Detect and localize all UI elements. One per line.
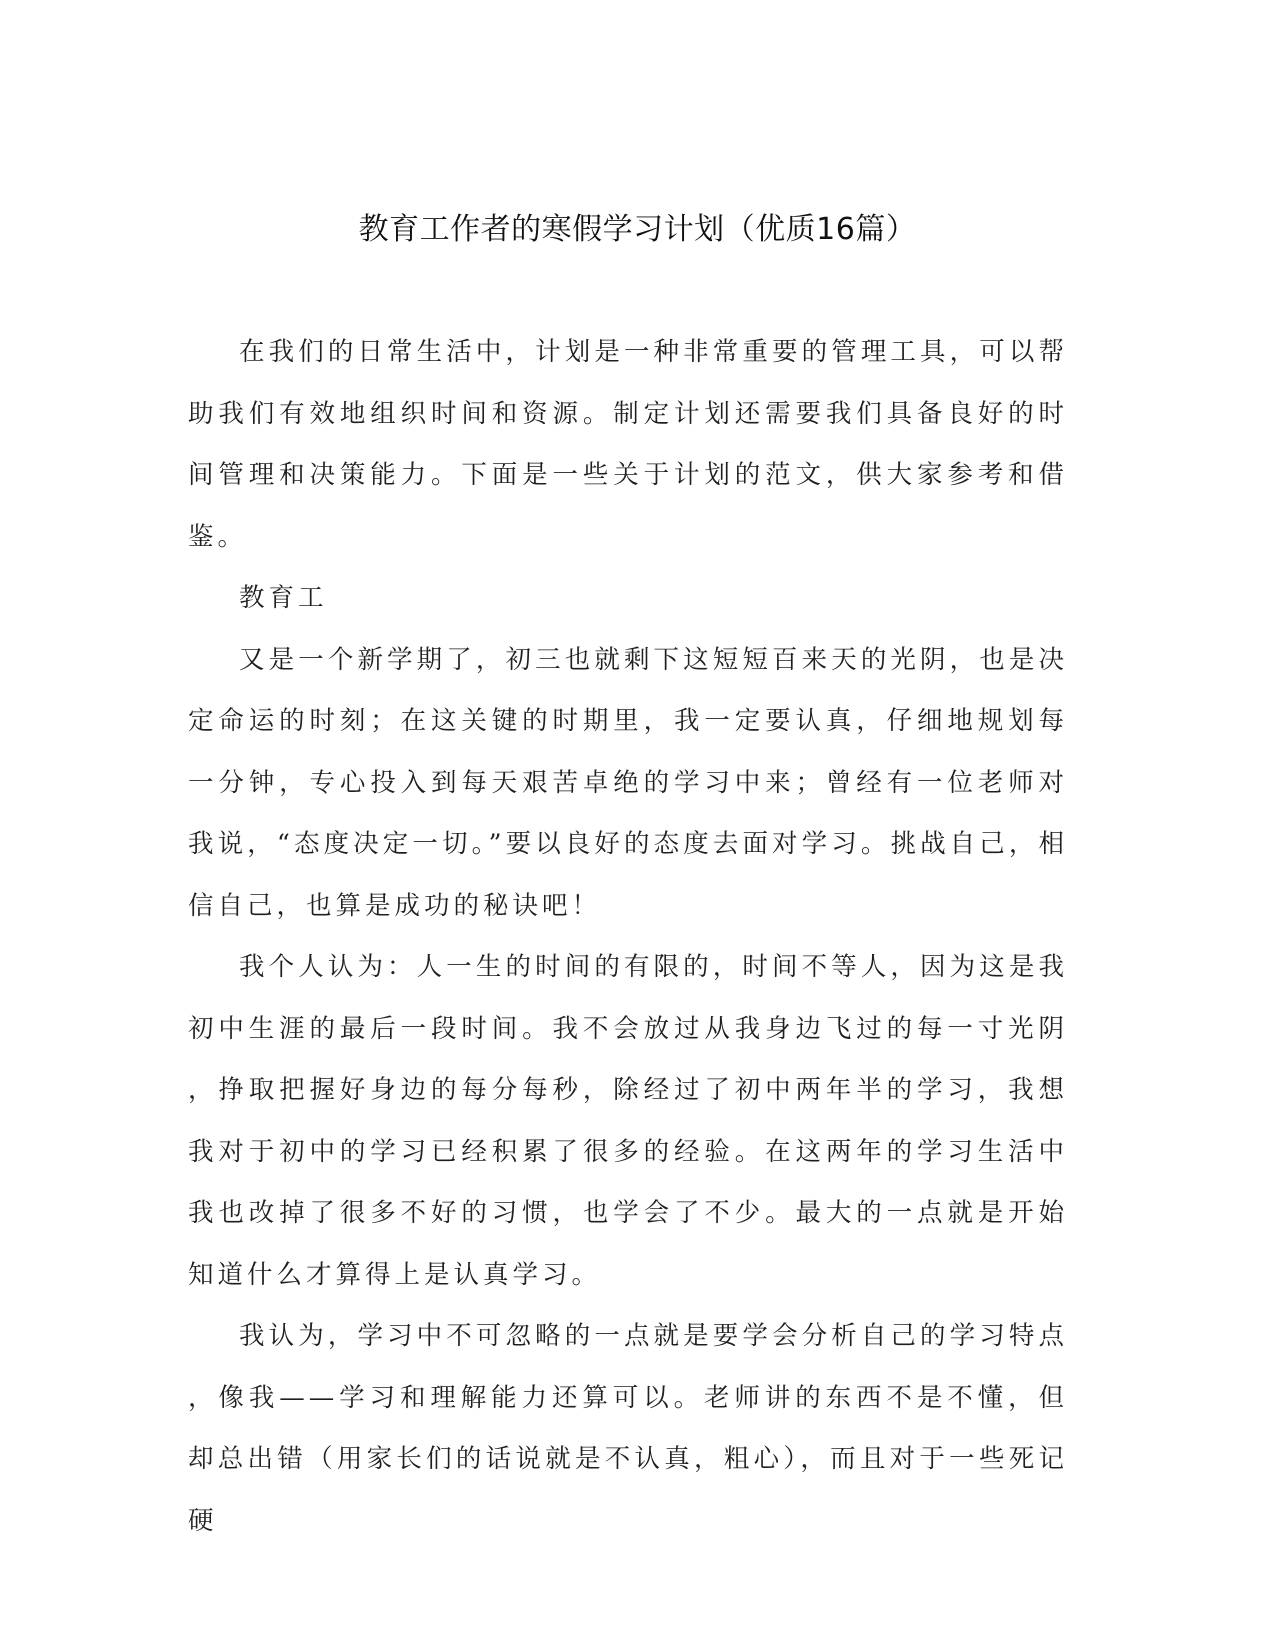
paragraph-learning-analysis: 我认为，学习中不可忽略的一点就是要学会分析自己的学习特点，像我——学习和理解能力还算可以。老师讲的东西不是不懂，但却总出错（用家长们的话说就是不认真，粗心），而且对于一些死记硬 xyxy=(188,1321,1068,1536)
document-title: 教育工作者的寒假学习计划（优质16篇） xyxy=(358,212,917,247)
paragraph-personal-view: 我个人认为：人一生的时间的有限的，时间不等人，因为这是我初中生涯的最后一段时间。我不会放过从我身边飞过的每一寸光阴，挣取把握好身边的每分每秒，除经过了初中两年半的学习，我想我对于初中的学习已经积累了很多的经验。在这两年的学习生活中我也改掉了很多不好的习惯，也学会了不少。最大的一点就是开始知道什么才算得上是认真学习。 xyxy=(188,952,1068,1290)
paragraph-intro: 在我们的日常生活中，计划是一种非常重要的管理工具，可以帮助我们有效地组织时间和资源。制定计划还需要我们具备良好的时间管理和决策能力。下面是一些关于计划的范文，供大家参考和借鉴。 xyxy=(188,337,1068,552)
document-body xyxy=(188,322,1068,1552)
paragraph-new-semester: 又是一个新学期了，初三也就剩下这短短百来天的光阴，也是决定命运的时刻；在这关键的时期里，我一定要认真，仔细地规划每一分钟，专心投入到每天艰苦卓绝的学习中来；曾经有一位老师对我说，“态度决定一切。”要以良好的态度去面对学习。挑战自己，相信自己，也算是成功的秘诀吧！ xyxy=(188,644,1068,921)
paragraph-section-heading: 教育工 xyxy=(239,583,328,613)
